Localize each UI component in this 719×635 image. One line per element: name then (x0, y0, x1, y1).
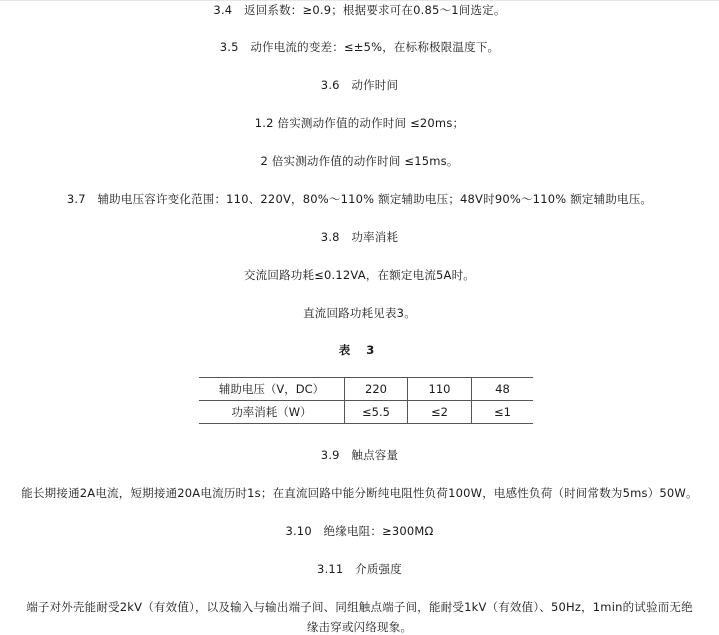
clause-3-6-heading: 3.6 动作时间 (320, 78, 399, 92)
table-cell: 110 (408, 378, 472, 401)
clause-3-4-return-coefficient: 3.4 返回系数：≥0.9；根据要求可在0.85～1间选定。 (213, 3, 506, 17)
table-cell: 功率消耗（W） (199, 401, 345, 424)
ac-power-consumption: 交流回路功耗≤0.12VA，在额定电流5A时。 (243, 268, 476, 282)
table-cell: ≤2 (408, 401, 472, 424)
clause-3-5-current-variation: 3.5 动作电流的变差：≤±5%，在标称极限温度下。 (219, 40, 500, 54)
table-row (199, 378, 533, 401)
table-row (199, 401, 533, 424)
clause-3-8-heading: 3.8 功率消耗 (320, 230, 399, 244)
dc-power-consumption-note: 直流回路功耗见表3。 (303, 306, 416, 320)
operate-time-2x: 2 倍实测动作值的动作时间 ≤15ms。 (260, 154, 459, 168)
clause-3-9-heading: 3.9 触点容量 (320, 448, 399, 462)
operate-time-1-2x: 1.2 倍实测动作值的动作时间 ≤20ms； (254, 116, 465, 130)
page-top-border (0, 0, 719, 1)
power-consumption-table (199, 377, 533, 424)
table-cell: ≤5.5 (345, 401, 408, 424)
clause-3-11-heading: 3.11 介质强度 (317, 562, 402, 576)
clause-3-7-aux-voltage-range: 3.7 辅助电压容许变化范围：110、220V，80%～110% 额定辅助电压；48V时90%～110% 额定辅助电压。 (66, 192, 653, 206)
table-cell: 辅助电压（V，DC） (199, 378, 345, 401)
contact-capacity-text: 能长期接通2A电流，短期接通20A电流历时1s；在直流回路中能分断纯电阻性负荷100W，电感性负荷（时间常数为5ms）50W。 (21, 486, 698, 500)
table-3-caption: 表 3 (338, 343, 381, 357)
table-cell: 220 (345, 378, 408, 401)
dielectric-strength-text-line1: 端子对外壳能耐受2kV（有效值），以及输入与输出端子间、同组触点端子间，能耐受1kV（有效值）、50Hz，1min的试验而无绝 (26, 600, 693, 614)
clause-3-10-insulation-resistance: 3.10 绝缘电阻：≥300MΩ (285, 524, 434, 538)
dielectric-strength-text-line2: 缘击穿或闪络现象。 (306, 620, 413, 634)
table-cell: ≤1 (472, 401, 534, 424)
table-cell: 48 (472, 378, 534, 401)
